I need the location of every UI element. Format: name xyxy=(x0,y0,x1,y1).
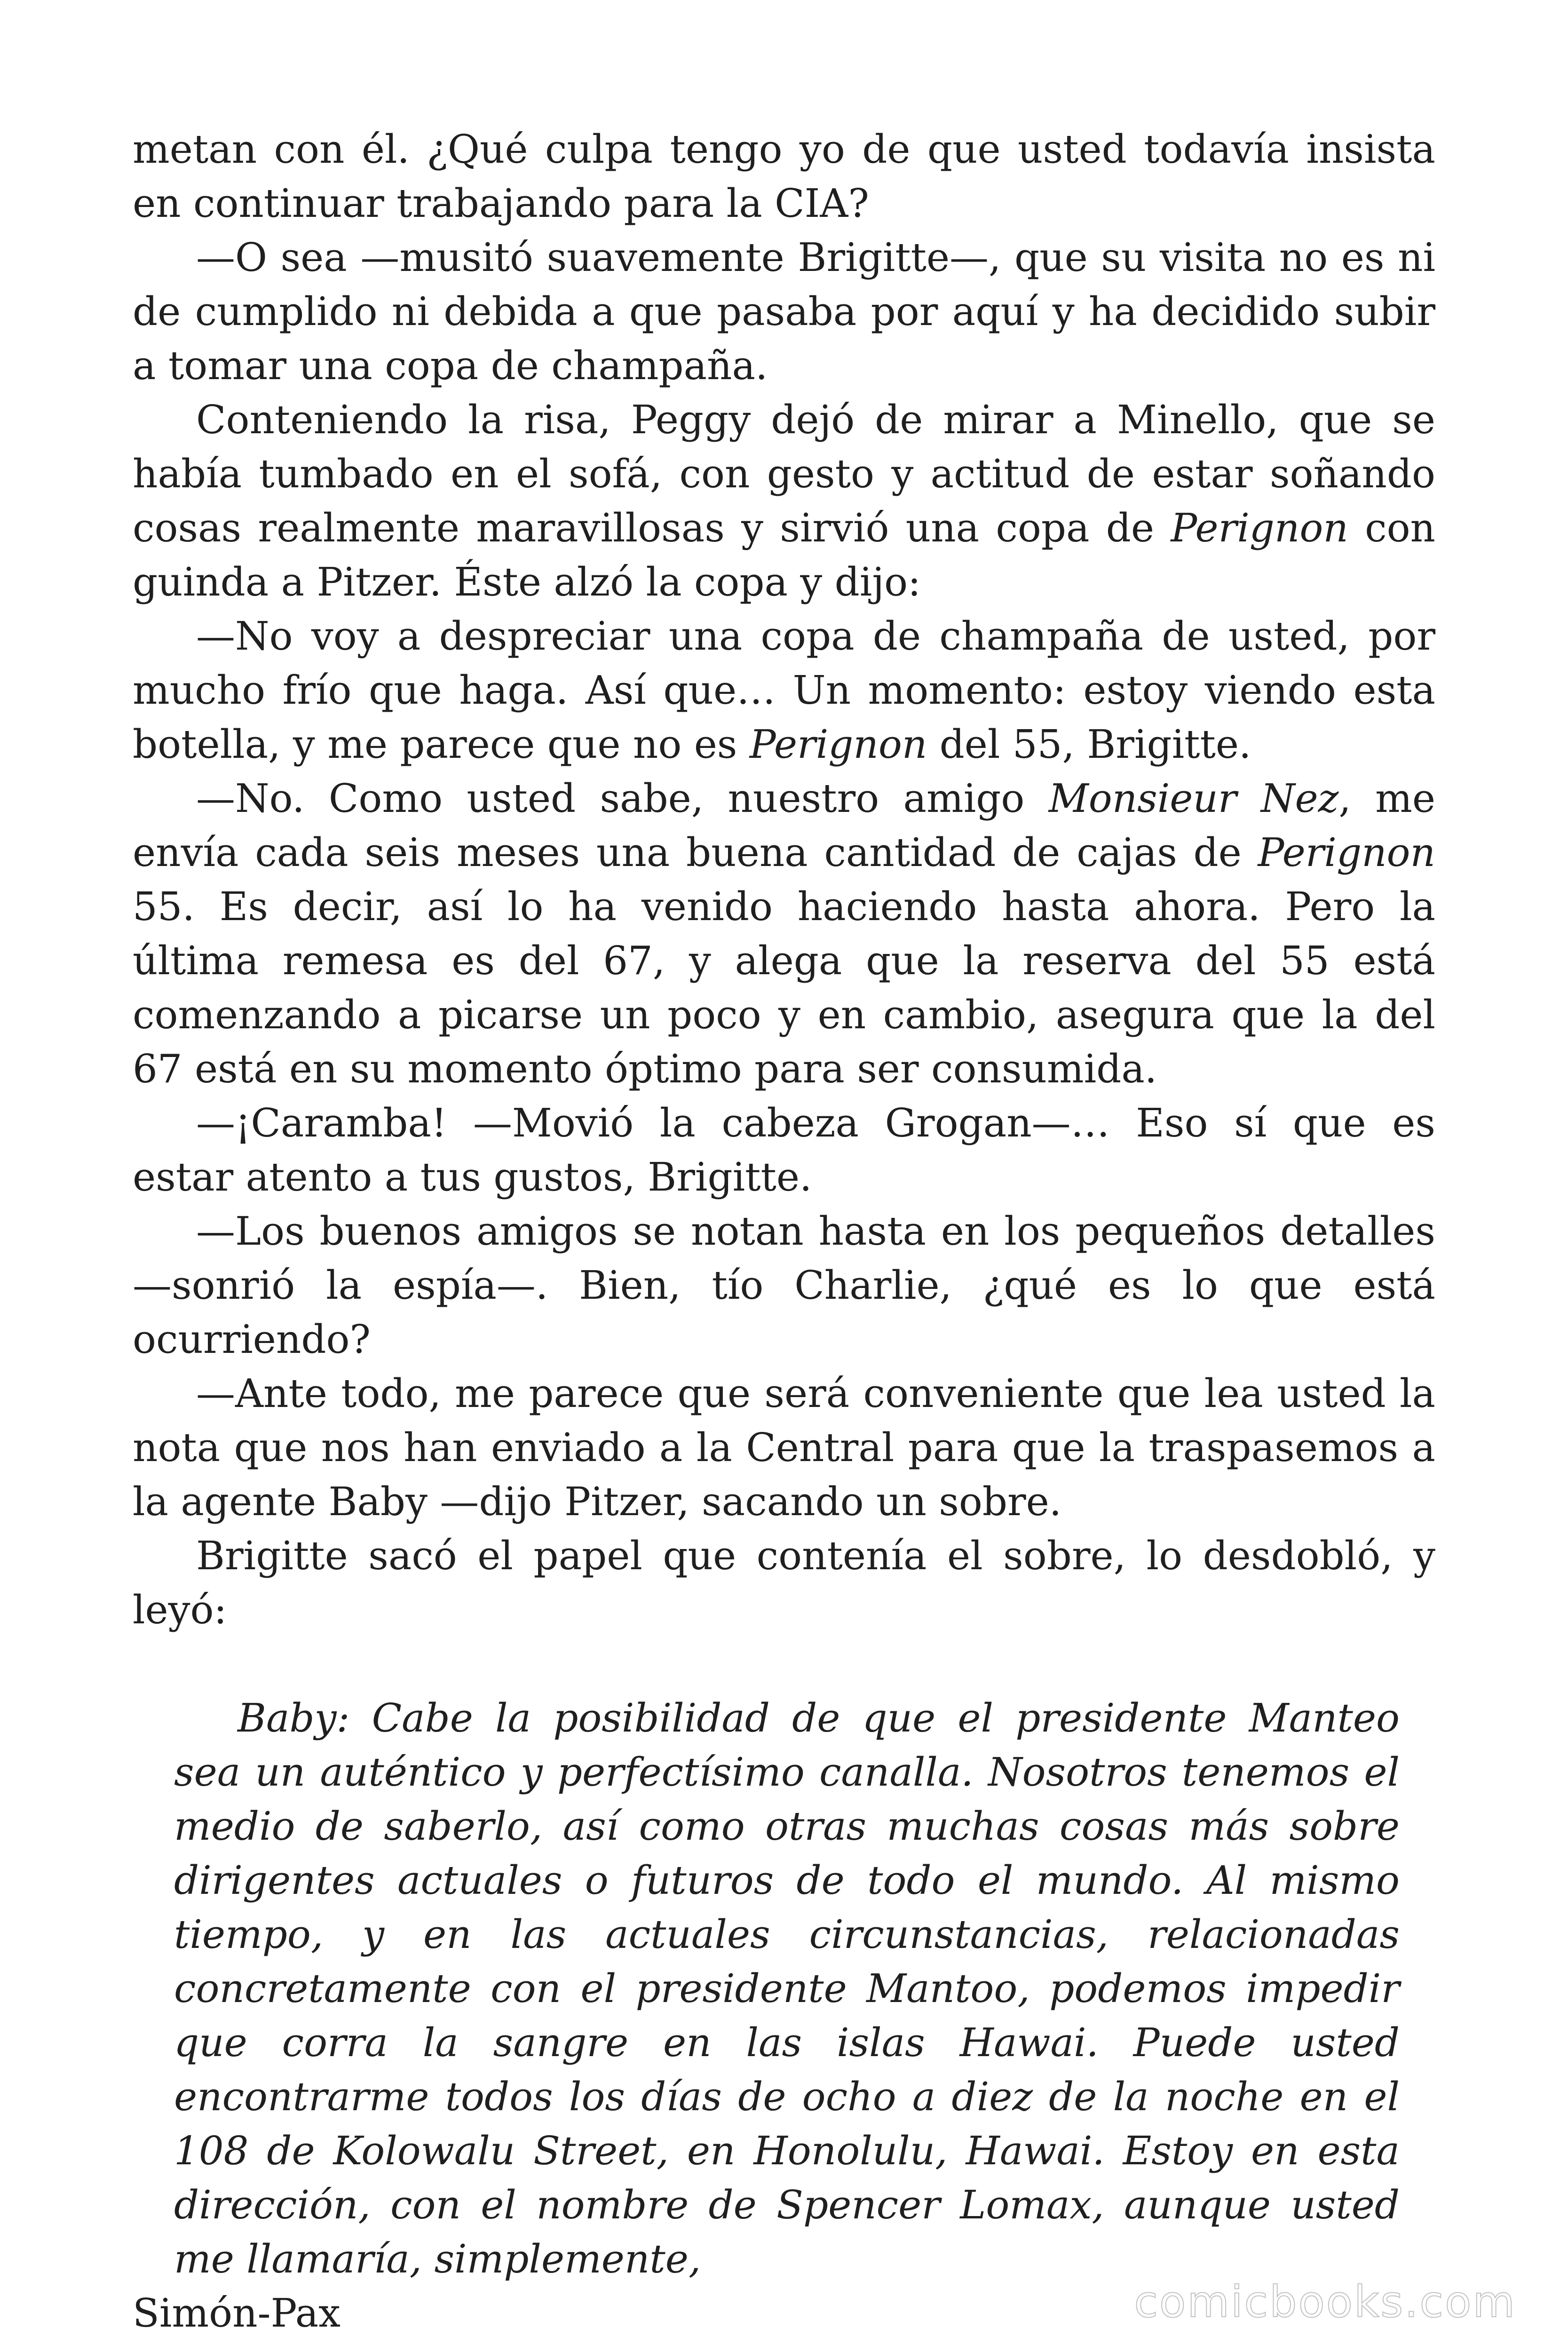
letter-body: Baby: Cabe la posibilidad de que el presidente Manteo sea un auténtico y perfectísimo canalla. Nosotros tenemos el medio de saberlo, así como otras muchas cosas más sobre dirigentes actuales o futuros de todo el mundo. Al mismo tiempo, y en las actuales circunstancias, relacionadas concretamente con el presidente Mantoo, podemos impedir que corra la sangre en las islas Hawai. Puede usted encontrarme todos los días de ocho a diez de la noche en el 108 de Kolowalu Street, en Honolulu, Hawai. Estoy en esta dirección, con el nombre de Spencer Lomax, aunque usted me llamaría, simplemente, xyxy=(174,1695,1400,2282)
paragraph xyxy=(133,122,1435,230)
paragraph-text: —O sea —musitó suavemente Brigitte—, que su visita no es ni de cumplido ni debida a que pasaba por aquí y ha decidido subir a tomar una copa de champaña. xyxy=(133,235,1435,389)
paragraph xyxy=(133,609,1435,771)
page-text-body xyxy=(133,122,1435,2340)
paragraph-text: , me envía cada seis meses una buena cantidad de cajas de xyxy=(133,776,1435,875)
paragraph xyxy=(133,1096,1435,1204)
paragraph xyxy=(133,393,1435,609)
italic-text: Perignon xyxy=(1258,830,1435,875)
paragraph xyxy=(133,230,1435,393)
paragraph-text: —No voy a despreciar una copa de champaña de usted, por mucho frío que haga. Así que… Un momento: estoy viendo esta botella, y me parece que no es xyxy=(133,613,1435,767)
paragraph-text: con guinda a Pitzer. Éste alzó la copa y dijo: xyxy=(133,505,1435,605)
paragraph xyxy=(133,1367,1435,1529)
italic-text: Monsieur Nez xyxy=(1048,776,1339,821)
paragraph-text: Conteniendo la risa, Peggy dejó de mirar a Minello, que se había tumbado en el sofá, con gesto y actitud de estar soñando cosas realmente maravillosas y sirvió una copa de xyxy=(133,397,1435,551)
narrative-paragraphs xyxy=(133,122,1435,1637)
paragraph-text: del 55, Brigitte. xyxy=(927,722,1251,767)
paragraph-text: 55. Es decir, así lo ha venido haciendo hasta ahora. Pero la última remesa es del 67, y alega que la reserva del 55 está comenzando a picarse un poco y en cambio, asegura que la del 67 está en su momento óptimo para ser consumida. xyxy=(133,884,1435,1092)
italic-text: Perignon xyxy=(749,722,927,767)
paragraph xyxy=(133,771,1435,1096)
paragraph-text: Brigitte sacó el papel que contenía el sobre, lo desdobló, y leyó: xyxy=(133,1533,1435,1633)
paragraph xyxy=(133,1529,1435,1637)
paragraph-text: —Los buenos amigos se notan hasta en los pequeños detalles —sonrió la espía—. Bien, tío Charlie, ¿qué es lo que está ocurriendo? xyxy=(133,1208,1435,1362)
italic-text: Perignon xyxy=(1171,505,1348,551)
letter-signature: Simón-Pax xyxy=(133,2290,341,2336)
paragraph-text: —Ante todo, me parece que será conveniente que lea usted la nota que nos han enviado a la Central para que la traspasemos a la agente Baby —dijo Pitzer, sacando un sobre. xyxy=(133,1371,1435,1525)
quoted-letter xyxy=(174,1691,1400,2286)
paragraph-text: metan con él. ¿Qué culpa tengo yo de que usted todavía insista en continuar trabajando para la CIA? xyxy=(133,127,1435,226)
paragraph-text: —No. Como usted sabe, nuestro amigo xyxy=(196,776,1049,821)
watermark-logo: comicbooks.com xyxy=(1134,2277,1516,2327)
paragraph-text: —¡Caramba! —Movió la cabeza Grogan—… Eso sí que es estar atento a tus gustos, Brigitte. xyxy=(133,1100,1435,1200)
paragraph xyxy=(133,1204,1435,1367)
